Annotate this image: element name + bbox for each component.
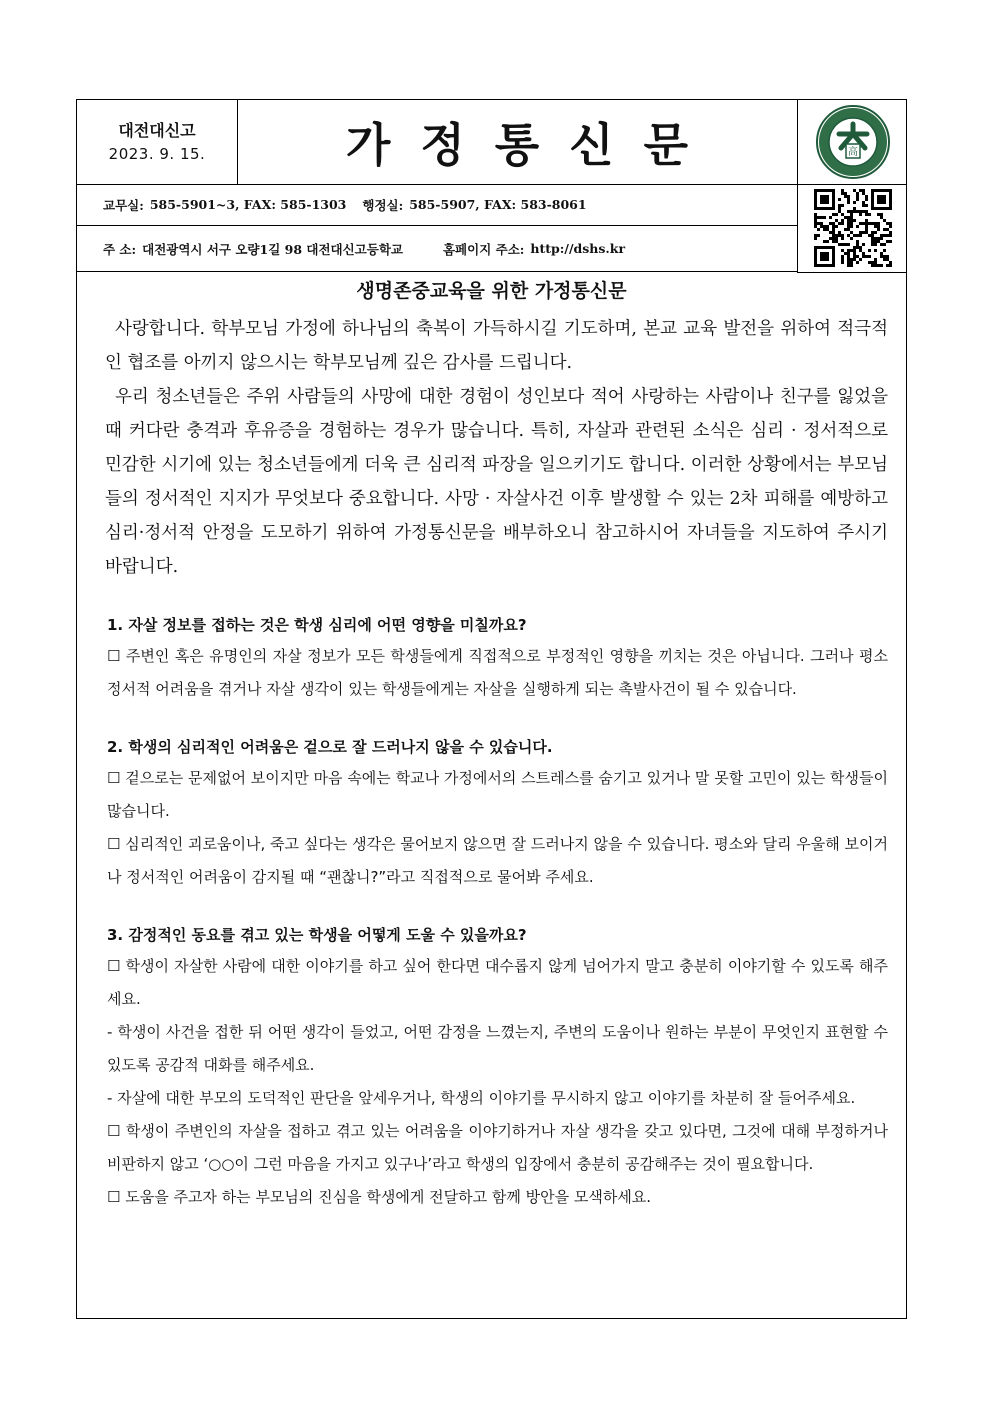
section-1	[107, 610, 888, 706]
section-heading: 2. 학생의 심리적인 어려움은 겉으로 잘 드러나지 않을 수 있습니다.	[107, 738, 553, 756]
section-heading: 3. 감정적인 동요를 겪고 있는 학생을 어떻게 도울 수 있을까요?	[107, 926, 527, 944]
intro-paragraph: 사랑합니다. 학부모님 가정에 하나님의 축복이 가득하시길 기도하며, 본교 교육 발전을 위하여 적극적인 협조를 아끼지 않으시는 학부모님께 깊은 감사를 드립니다.	[105, 319, 888, 373]
section-item: ☐ 학생이 주변인의 자살을 접하고 겪고 있는 어려움을 이야기하거나 자살 생각을 갖고 있다면, 그것에 대해 부정하거나 비판하지 않고 ‘○○이 그런 마음을 가지고 있구나’라고 학생의 입장에서 충분히 공감해주는 것이 필요합니다.	[107, 1122, 888, 1173]
section-item: ☐ 학생이 자살한 사람에 대한 이야기를 하고 싶어 한다면 대수롭지 않게 넘어가지 말고 충분히 이야기할 수 있도록 해주세요.	[107, 957, 888, 1008]
qr-code[interactable]	[797, 184, 907, 273]
office-phone: 585-5901~3, FAX: 585-1303	[149, 197, 347, 212]
section-2	[107, 732, 888, 894]
intro-paragraph: 우리 청소년들은 주위 사람들의 사망에 대한 경험이 성인보다 적어 사랑하는 사람이나 친구를 잃었을 때 커다란 충격과 후유증을 경험하는 경우가 많습니다. 특히, 자살과 관련된 소식은 심리 · 정서적으로 민감한 시기에 있는 청소년들에게 더욱 큰 심리적 파장을 일으키기도 합니다. 이러한 상황에서는 부모님들의 정서적인 지지가 무엇보다 중요합니다. 사망 · 자살사건 이후 발생할 수 있는 2차 피해를 예방하고 심리·정서적 안정을 도모하기 위하여 가정통신문을 배부하오니 참고하시어 자녀들을 지도하여 주시기 바랍니다.	[105, 387, 888, 577]
newsletter-frame	[76, 99, 907, 1319]
admin-label: 행정실:	[362, 197, 404, 213]
qr-code-icon	[814, 189, 892, 267]
section-item: ☐ 심리적인 괴로움이나, 죽고 싶다는 생각은 물어보지 않으면 잘 드러나지 않을 수 있습니다. 평소와 달리 우울해 보이거나 정서적인 어려움이 감지될 때 “괜찮니?”라고 직접적으로 물어봐 주세요.	[107, 835, 888, 886]
homepage-label: 홈페이지 주소:	[442, 241, 525, 257]
section-item: ☐ 주변인 혹은 유명인의 자살 정보가 모든 학생들에게 직접적으로 부정적인 영향을 끼치는 것은 아닙니다. 그러나 평소 정서적 어려움을 겪거나 자살 생각이 있는 학생들에게는 자살을 실행하게 되는 촉발사건이 될 수 있습니다.	[107, 647, 888, 698]
document-title: 가정통신문	[345, 118, 719, 172]
document-subtitle: 생명존중교육을 위한 가정통신문	[356, 280, 627, 302]
header-top-row	[77, 100, 906, 185]
section-3	[107, 920, 888, 1214]
school-info-box	[77, 100, 238, 184]
svg-text:高: 高	[847, 147, 858, 158]
section-item: - 자살에 대한 부모의 도덕적인 판단을 앞세우거나, 학생의 이야기를 무시하지 않고 이야기를 차분히 잘 들어주세요.	[107, 1089, 856, 1107]
homepage-link[interactable]: http://dshs.kr	[530, 241, 626, 256]
section-item: ☐ 도움을 주고자 하는 부모님의 진심을 학생에게 전달하고 함께 방안을 모색하세요.	[107, 1188, 652, 1206]
newsletter-body	[77, 272, 906, 1214]
address-value: 대전광역시 서구 오량1길 98 대전대신고등학교	[142, 241, 403, 257]
section-item: - 학생이 사건을 접한 뒤 어떤 생각이 들었고, 어떤 감정을 느꼈는지, 주변의 도움이나 원하는 부분이 무엇인지 표현할 수 있도록 공감적 대화를 해주세요.	[107, 1023, 888, 1074]
office-label: 교무실:	[103, 197, 144, 213]
section-item: ☐ 겉으로는 문제없어 보이지만 마음 속에는 학교나 가정에서의 스트레스를 숨기고 있거나 말 못할 고민이 있는 학생들이 많습니다.	[107, 769, 888, 820]
section-heading: 1. 자살 정보를 접하는 것은 학생 심리에 어떤 영향을 미칠까요?	[107, 616, 527, 634]
admin-phone: 585-5907, FAX: 583-8061	[409, 197, 587, 212]
intro-text	[105, 312, 888, 584]
school-logo	[797, 100, 907, 184]
address-label: 주 소:	[103, 241, 137, 257]
contact-line	[77, 184, 797, 226]
school-name: 대전대신고	[118, 121, 196, 140]
school-emblem-icon	[815, 104, 891, 180]
issue-date: 2023. 9. 15.	[108, 145, 206, 163]
address-line	[77, 226, 797, 272]
title-box	[237, 100, 797, 184]
